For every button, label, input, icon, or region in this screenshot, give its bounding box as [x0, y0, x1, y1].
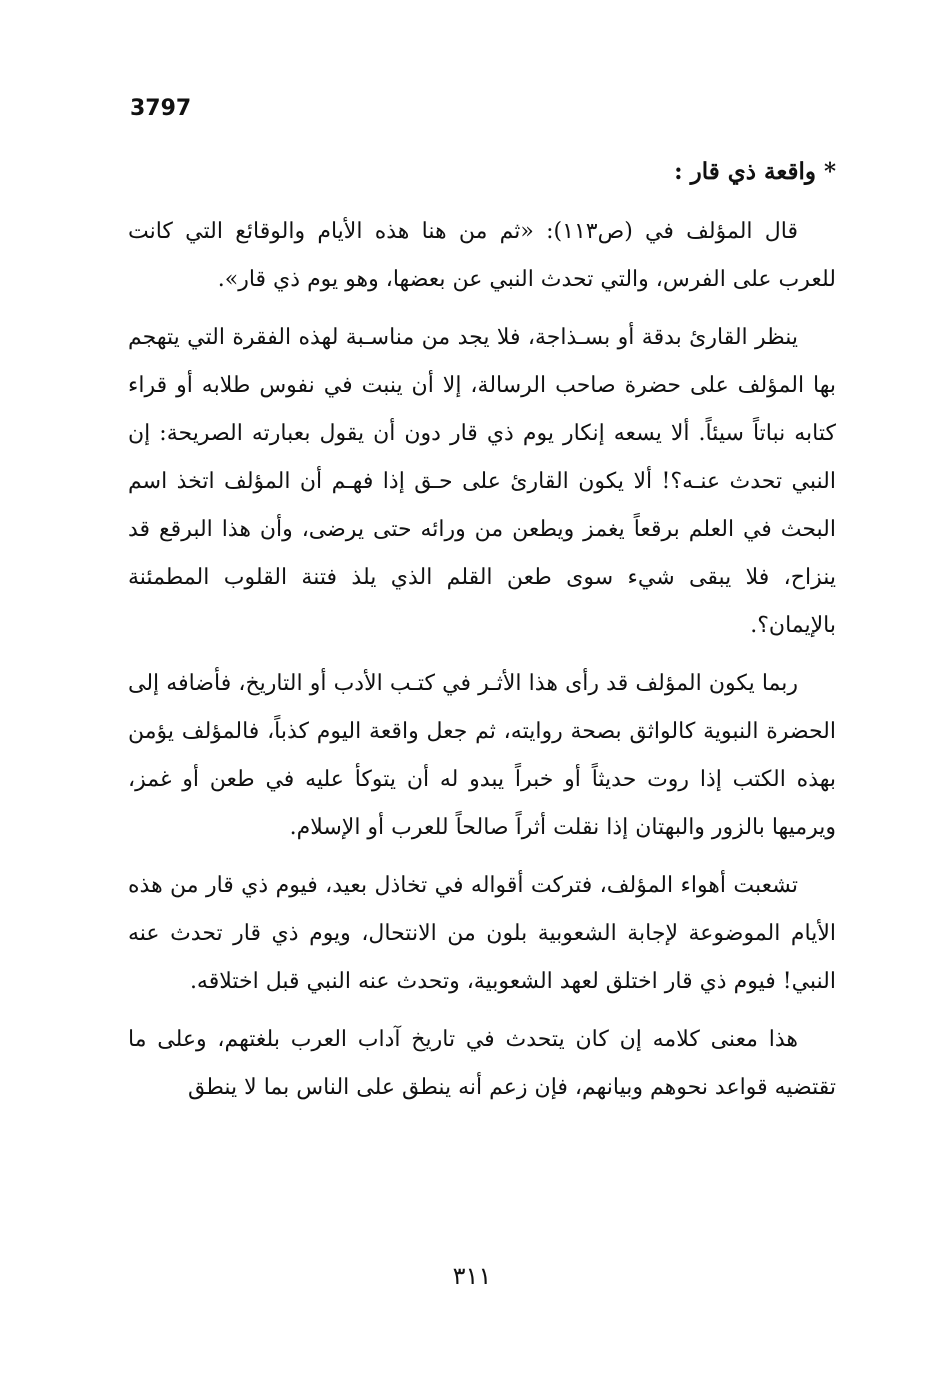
- page-label: 3797: [130, 96, 192, 121]
- paragraph-1: قال المؤلف في (ص١١٣): «ثم من هنا هذه الأيام والوقائع التي كانت للعرب على الفرس، والتي تحدث النبي عن بعضها، وهو يوم ذي قار».: [128, 219, 836, 292]
- section-heading: * واقعة ذي قار :: [674, 158, 836, 185]
- document-body: [128, 148, 836, 1122]
- paragraph-5: هذا معنى كلامه إن كان يتحدث في تاريخ آداب العرب بلغتهم، وعلى ما تقتضيه قواعد نحوهم وبيانهم، فإن زعم أنه ينطق على الناس بما لا ينطق: [128, 1027, 836, 1100]
- paragraph-2: ينظر القارئ بدقة أو بسـذاجة، فلا يجد من مناسـبة لهذه الفقرة التي يتهجم بها المؤلف على حضرة صاحب الرسالة، إلا أن ينبت في نفوس طلابه أو قراء كتابه نباتاً سيئاً. ألا يسعه إنكار يوم ذي قار دون أن يقول بعبارته الصريحة: إن النبي تحدث عنـه؟! ألا يكون القارئ على حـق إذا فهـم أن المؤلف اتخذ اسم البحث في العلم برقعاً يغمز ويطعن من ورائه حتى يرضى، وأن هذا البرقع قد ينزاح، فلا يبقى شيء سوى طعن القلم الذي يلذ فتنة القلوب المطمئنة بالإيمان؟.: [128, 325, 836, 638]
- paragraph-4: تشعبت أهواء المؤلف، فتركت أقواله في تخاذل بعيد، فيوم ذي قار من هذه الأيام الموضوعة لإجابة الشعوبية بلون من الانتحال، ويوم ذي قار تحدث عنه النبي! فيوم ذي قار اختلق لعهد الشعوبية، وتحدث عنه النبي قبل اختلاقه.: [128, 873, 836, 994]
- page-number: ٣١١: [452, 1262, 492, 1290]
- paragraph-3: ربما يكون المؤلف قد رأى هذا الأثـر في كتـب الأدب أو التاريخ، فأضافه إلى الحضرة النبوية كالواثق بصحة روايته، ثم جعل واقعة اليوم كذباً، فالمؤلف يؤمن بهذه الكتب إذا روت حديثاً أو خبراً يبدو له أن يتوكأ عليه في طعن أو غمز، ويرميها بالزور والبهتان إذا نقلت أثراً صالحاً للعرب أو الإسلام.: [128, 671, 836, 840]
